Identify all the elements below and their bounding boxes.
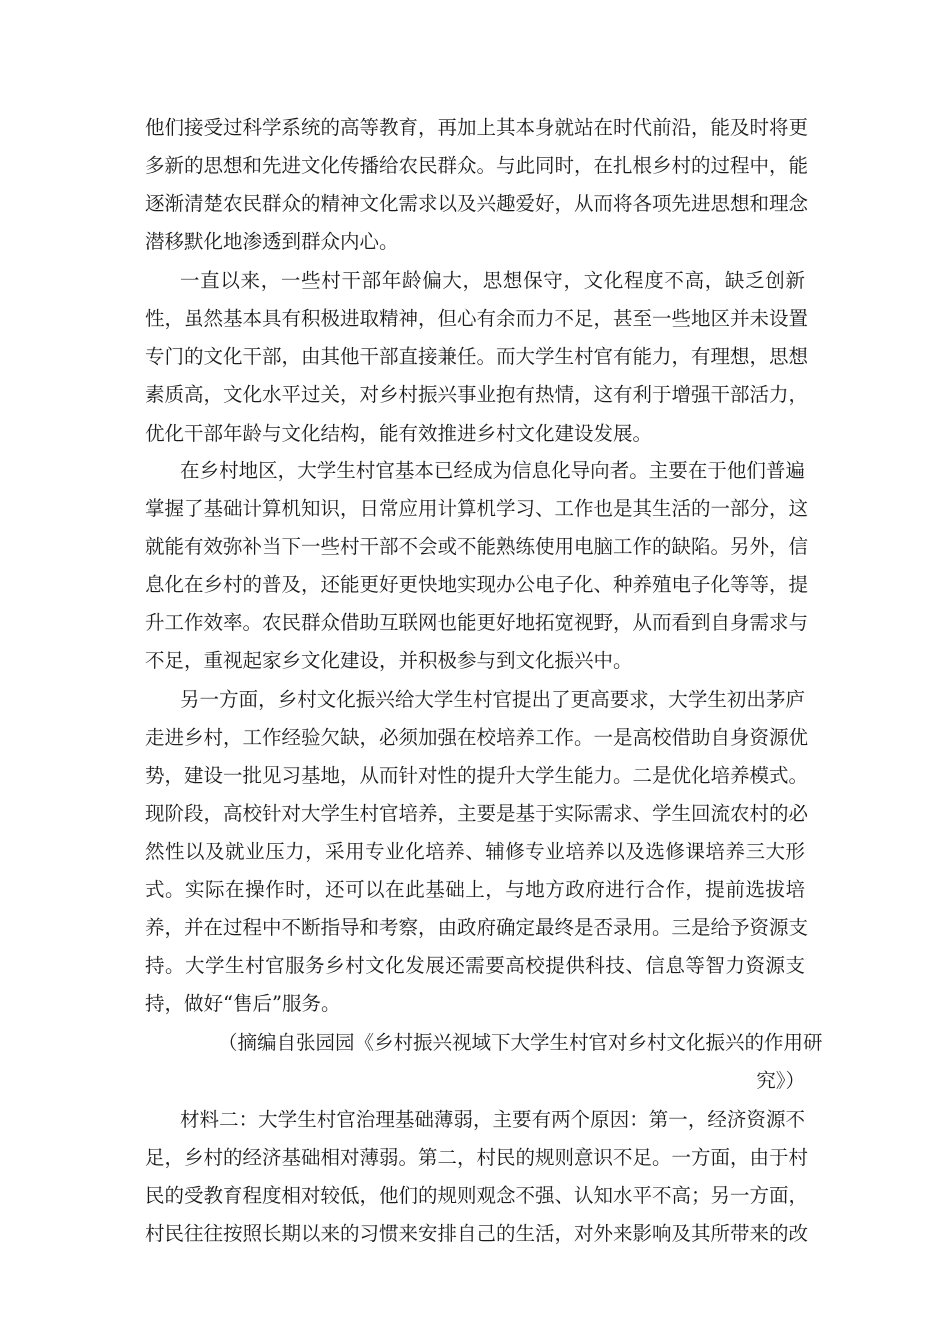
source-citation: （摘编自张园园《乡村振兴视域下大学生村官对乡村文化振兴的作用研 xyxy=(218,1031,823,1054)
text-line: 性，虽然基本具有积极进取精神，但心有余而力不足，甚至一些地区并未设置 xyxy=(145,307,809,330)
text-line: 掌握了基础计算机知识，日常应用计算机学习、工作也是其生活的一部分，这 xyxy=(145,497,809,520)
text-line: 专门的文化干部，由其他干部直接兼任。而大学生村官有能力，有理想，思想 xyxy=(145,345,809,368)
paragraph-first-line: 另一方面，乡村文化振兴给大学生村官提出了更高要求，大学生初出茅庐 xyxy=(180,688,805,711)
text-line: 多新的思想和先进文化传播给农民群众。与此同时，在扎根乡村的过程中，能 xyxy=(145,154,809,177)
paragraph-first-line: 在乡村地区，大学生村官基本已经成为信息化导向者。主要在于他们普遍 xyxy=(180,459,805,482)
source-citation-end: 究》） xyxy=(756,1069,805,1092)
text-line: 潜移默化地渗透到群众内心。 xyxy=(145,230,399,253)
paragraph-first-line: 一直以来，一些村干部年龄偏大，思想保守，文化程度不高，缺乏创新 xyxy=(180,269,805,292)
paragraph-first-line: 材料二：大学生村官治理基础薄弱，主要有两个原因：第一，经济资源不 xyxy=(180,1108,805,1131)
text-line: 升工作效率。农民群众借助互联网也能更好地拓宽视野，从而看到自身需求与 xyxy=(145,611,809,634)
text-line: 息化在乡村的普及，还能更好更快地实现办公电子化、种养殖电子化等等，提 xyxy=(145,573,809,596)
text-line: 素质高，文化水平过关，对乡村振兴事业抱有热情，这有利于增强干部活力， xyxy=(145,383,809,406)
text-line: 势，建设一批见习基地，从而针对性的提升大学生能力。二是优化培养模式。 xyxy=(145,764,809,787)
text-line: 走进乡村，工作经验欠缺，必须加强在校培养工作。一是高校借助自身资源优 xyxy=(145,726,809,749)
text-line: 足，乡村的经济基础相对薄弱。第二，村民的规则意识不足。一方面，由于村 xyxy=(145,1146,809,1169)
text-line: 持。大学生村官服务乡村文化发展还需要高校提供科技、信息等智力资源支 xyxy=(145,954,805,977)
text-line: 然性以及就业压力，采用专业化培养、辅修专业培养以及选修课培养三大形 xyxy=(145,840,805,863)
text-line: 不足，重视起家乡文化建设，并积极参与到文化振兴中。 xyxy=(145,649,633,672)
text-line: 就能有效弥补当下一些村干部不会或不能熟练使用电脑工作的缺陷。另外，信 xyxy=(145,535,809,558)
text-line: 他们接受过科学系统的高等教育，再加上其本身就站在时代前沿，能及时将更 xyxy=(145,116,809,139)
text-line: 养，并在过程中不断指导和考察，由政府确定最终是否录用。三是给予资源支 xyxy=(145,916,809,939)
text-line: 持，做好“售后”服务。 xyxy=(145,992,341,1015)
text-line: 现阶段，高校针对大学生村官培养，主要是基于实际需求、学生回流农村的必 xyxy=(145,802,809,825)
text-line: 优化干部年龄与文化结构，能有效推进乡村文化建设发展。 xyxy=(145,422,653,445)
text-line: 式。实际在操作时，还可以在此基础上，与地方政府进行合作，提前选拔培 xyxy=(145,878,805,901)
text-line: 村民往往按照长期以来的习惯来安排自己的生活，对外来影响及其所带来的改 xyxy=(145,1222,809,1245)
text-line: 逐渐清楚农民群众的精神文化需求以及兴趣爱好，从而将各项先进思想和理念 xyxy=(145,192,809,215)
text-line: 民的受教育程度相对较低，他们的规则观念不强、认知水平不高；另一方面， xyxy=(145,1184,809,1207)
